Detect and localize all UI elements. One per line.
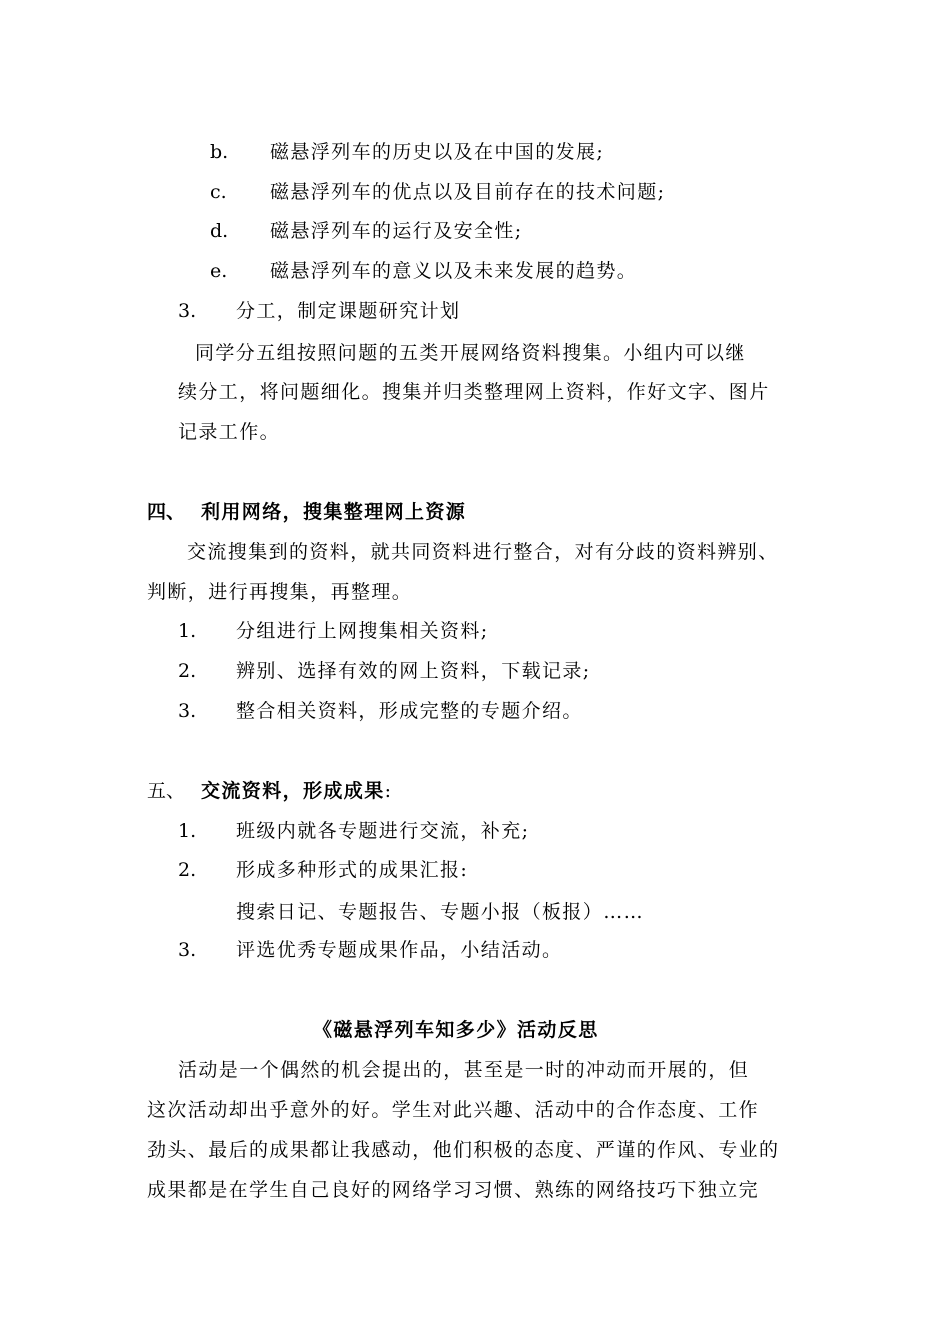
step-text: 分工，制定课题研究计划	[236, 300, 461, 322]
list-number: 1.	[178, 820, 197, 842]
section-title-colon: :	[384, 780, 393, 802]
list-number: 2.	[178, 660, 197, 682]
list-label-e: e.	[210, 260, 228, 282]
list-item: 评选优秀专题成果作品，小结活动。	[236, 939, 563, 961]
section-number: 五、	[147, 780, 186, 802]
paragraph-line: 这次活动却出乎意外的好。学生对此兴趣、活动中的合作态度、工作	[147, 1099, 760, 1121]
list-item: 分组进行上网搜集相关资料;	[236, 620, 489, 642]
list-number: 2.	[178, 859, 197, 881]
section-number: 四、	[147, 501, 186, 523]
list-item: 整合相关资料，形成完整的专题介绍。	[236, 700, 583, 722]
list-item-e: 磁悬浮列车的意义以及未来发展的趋势。	[270, 260, 638, 282]
step-number: 3.	[178, 300, 197, 322]
paragraph-line: 成果都是在学生自己良好的网络学习习惯、熟练的网络技巧下独立完	[147, 1179, 760, 1201]
list-number: 1.	[178, 620, 197, 642]
list-label-b: b.	[210, 141, 229, 163]
paragraph-line: 交流搜集到的资料，就共同资料进行整合，对有分歧的资料辨别、	[187, 541, 779, 563]
paragraph-line: 记录工作。	[178, 421, 281, 443]
section-title: 交流资料，形成成果	[201, 780, 385, 802]
section-title-line	[201, 777, 392, 805]
list-item-c: 磁悬浮列车的优点以及目前存在的技术问题;	[270, 181, 666, 203]
list-label-c: c.	[210, 181, 227, 203]
list-item-d: 磁悬浮列车的运行及安全性;	[270, 220, 523, 242]
paragraph-line: 判断，进行再搜集，再整理。	[147, 581, 413, 603]
list-item-b: 磁悬浮列车的历史以及在中国的发展;	[270, 141, 605, 163]
list-label-d: d.	[210, 220, 229, 242]
list-item-continuation: 搜索日记、专题报告、专题小报（板报）……	[236, 901, 645, 923]
list-number: 3.	[178, 939, 197, 961]
paragraph-line: 劲头、最后的成果都让我感动，他们积极的态度、严谨的作风、专业的	[147, 1139, 780, 1161]
list-item: 辨别、选择有效的网上资料，下载记录;	[236, 660, 591, 682]
list-item: 班级内就各专题进行交流，补充;	[236, 820, 530, 842]
paragraph-line: 续分工，将问题细化。搜集并归类整理网上资料，作好文字、图片	[178, 381, 770, 403]
section-title: 利用网络，搜集整理网上资源	[201, 501, 467, 523]
reflection-title: 《磁悬浮列车知多少》活动反思	[313, 1019, 599, 1041]
list-item: 形成多种形式的成果汇报:	[236, 859, 469, 881]
paragraph-line: 活动是一个偶然的机会提出的，甚至是一时的冲动而开展的，但	[178, 1059, 750, 1081]
list-number: 3.	[178, 700, 197, 722]
paragraph-line: 同学分五组按照问题的五类开展网络资料搜集。小组内可以继	[195, 342, 746, 364]
